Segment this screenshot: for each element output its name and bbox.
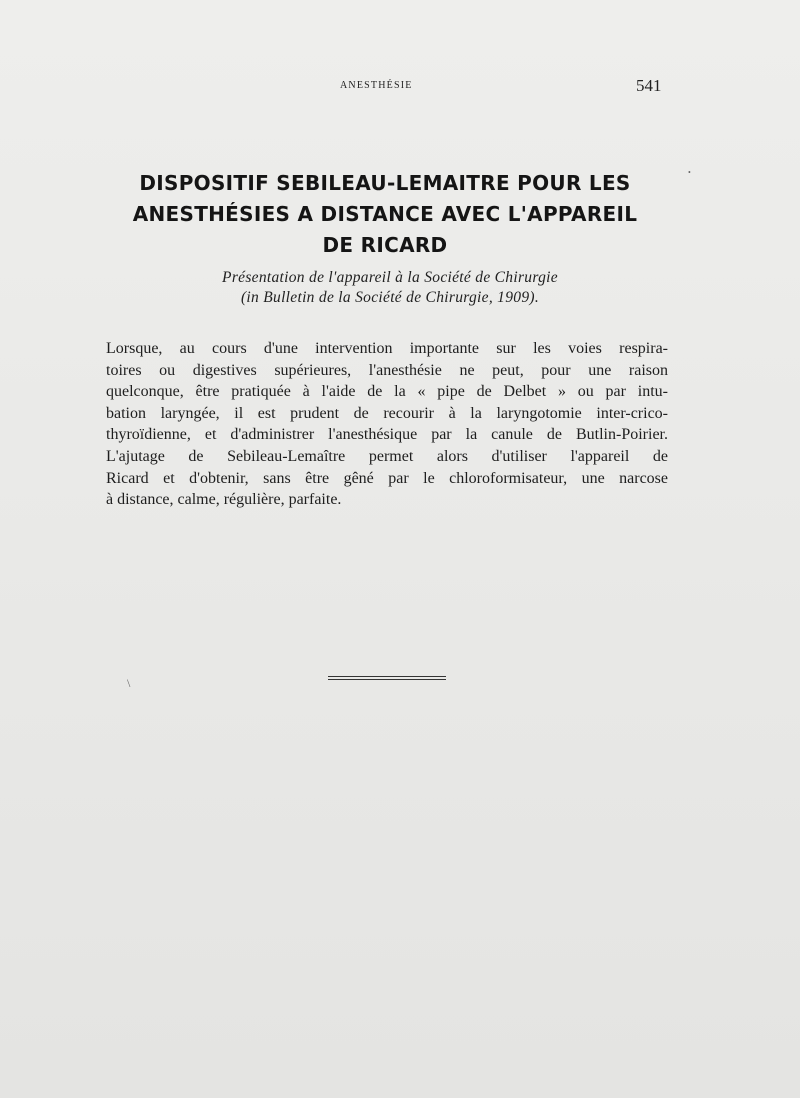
text-line: Ricard et d'obtenir, sans être gêné par le chloroformisateur, une narcose [106,469,668,487]
paragraph [106,446,668,511]
subtitle-line: (in Bulletin de la Société de Chirurgie, 1909). [240,289,540,306]
text-line: Lorsque, au cours d'une intervention importante sur les voies respira- [106,340,668,357]
page-number: 541 [636,76,662,95]
text-line: quelconque, être pratiquée à l'aide de la « pipe de Delbet » ou par intu- [106,383,668,401]
text-line: toires ou digestives supérieures, l'anesthésie ne peut, pour une raison [106,361,668,379]
print-speck: \ [127,676,131,690]
title-line: DISPOSITIF SEBILEAU-LEMAITRE POUR LES [139,171,631,195]
text-line: à distance, calme, régulière, parfaite. [106,491,342,509]
article-title [100,168,670,261]
end-rule-top [328,676,446,677]
article-body [106,338,668,511]
running-head: ANESTHÉSIE [340,80,413,91]
text-line: bation laryngée, il est prudent de recourir à la laryngotomie inter-crico- [106,404,668,422]
paragraph [106,338,668,446]
subtitle-line: Présentation de l'appareil à la Société de Chirurgie [222,269,558,286]
print-speck: • [688,168,691,177]
title-line: DE RICARD [322,233,448,257]
text-line: thyroïdienne, et d'administrer l'anesthésique par la canule de Butlin-Poirier. [106,426,668,444]
article-subtitle [150,268,630,308]
text-line: L'ajutage de Sebileau-Lemaître permet alors d'utiliser l'appareil de [106,447,668,465]
title-line: ANESTHÉSIES A DISTANCE AVEC L'APPAREIL [132,202,638,226]
end-rule-bottom [328,679,446,680]
